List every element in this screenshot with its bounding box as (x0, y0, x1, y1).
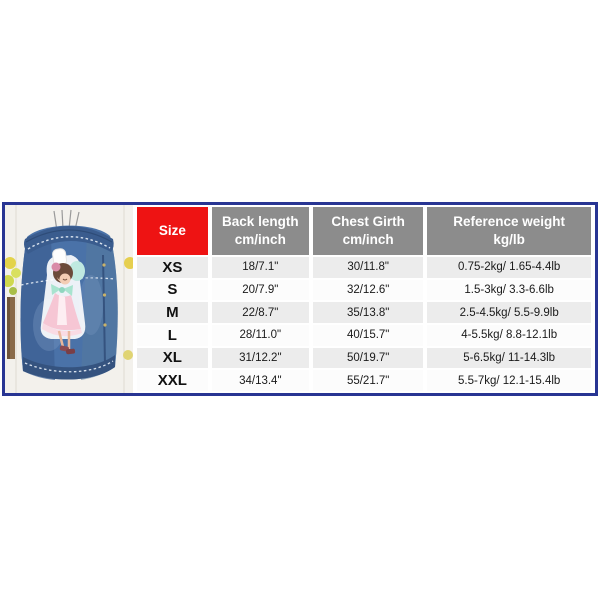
header-reference-weight-line1: Reference weight (453, 214, 566, 230)
back-length-value: 28/11.0" (212, 325, 309, 346)
weight-value: 5.5-7kg/ 12.1-15.4lb (427, 370, 591, 391)
flower-right-lower (123, 350, 133, 360)
size-label: L (137, 325, 208, 346)
chest-girth-value: 55/21.7" (313, 370, 423, 391)
size-label: XS (137, 257, 208, 278)
header-reference-weight (427, 207, 591, 255)
chest-girth-value: 40/15.7" (313, 325, 423, 346)
weight-value: 5-6.5kg/ 11-14.3lb (427, 348, 591, 369)
back-length-value: 31/12.2" (212, 348, 309, 369)
weight-value: 4-5.5kg/ 8.8-12.1lb (427, 325, 591, 346)
weight-value: 2.5-4.5kg/ 5.5-9.9lb (427, 302, 591, 323)
header-chest-girth (313, 207, 423, 255)
chest-girth-value: 30/11.8" (313, 257, 423, 278)
size-label: M (137, 302, 208, 323)
size-table (133, 205, 595, 393)
back-length-value: 34/13.4" (212, 370, 309, 391)
back-length-value: 20/7.9" (212, 280, 309, 301)
weight-value: 0.75-2kg/ 1.65-4.4lb (427, 257, 591, 278)
header-back-length-line2: cm/inch (234, 232, 286, 247)
size-label: S (137, 280, 208, 301)
product-photo (5, 205, 133, 393)
chest-girth-value: 32/12.6" (313, 280, 423, 301)
header-row (137, 207, 591, 255)
weight-value: 1.5-3kg/ 3.3-6.6lb (427, 280, 591, 301)
size-table-area (133, 205, 595, 393)
table-row-l (137, 325, 591, 346)
header-size: Size (137, 207, 208, 255)
table-row-xl (137, 348, 591, 369)
back-length-value: 18/7.1" (212, 257, 309, 278)
table-row-xxl (137, 370, 591, 391)
table-row-xs (137, 257, 591, 278)
chest-girth-value: 50/19.7" (313, 348, 423, 369)
size-label: XL (137, 348, 208, 369)
header-reference-weight-line2: kg/lb (493, 232, 525, 247)
table-row-m (137, 302, 591, 323)
chest-girth-value: 35/13.8" (313, 302, 423, 323)
header-chest-girth-line1: Chest Girth (331, 214, 405, 230)
size-label: XXL (137, 370, 208, 391)
header-back-length-line1: Back length (222, 214, 299, 230)
size-chart-panel (2, 202, 598, 396)
header-chest-girth-line2: cm/inch (342, 232, 394, 247)
header-back-length (212, 207, 309, 255)
denim-vest-illustration (5, 205, 133, 393)
back-length-value: 22/8.7" (212, 302, 309, 323)
table-row-s (137, 280, 591, 301)
